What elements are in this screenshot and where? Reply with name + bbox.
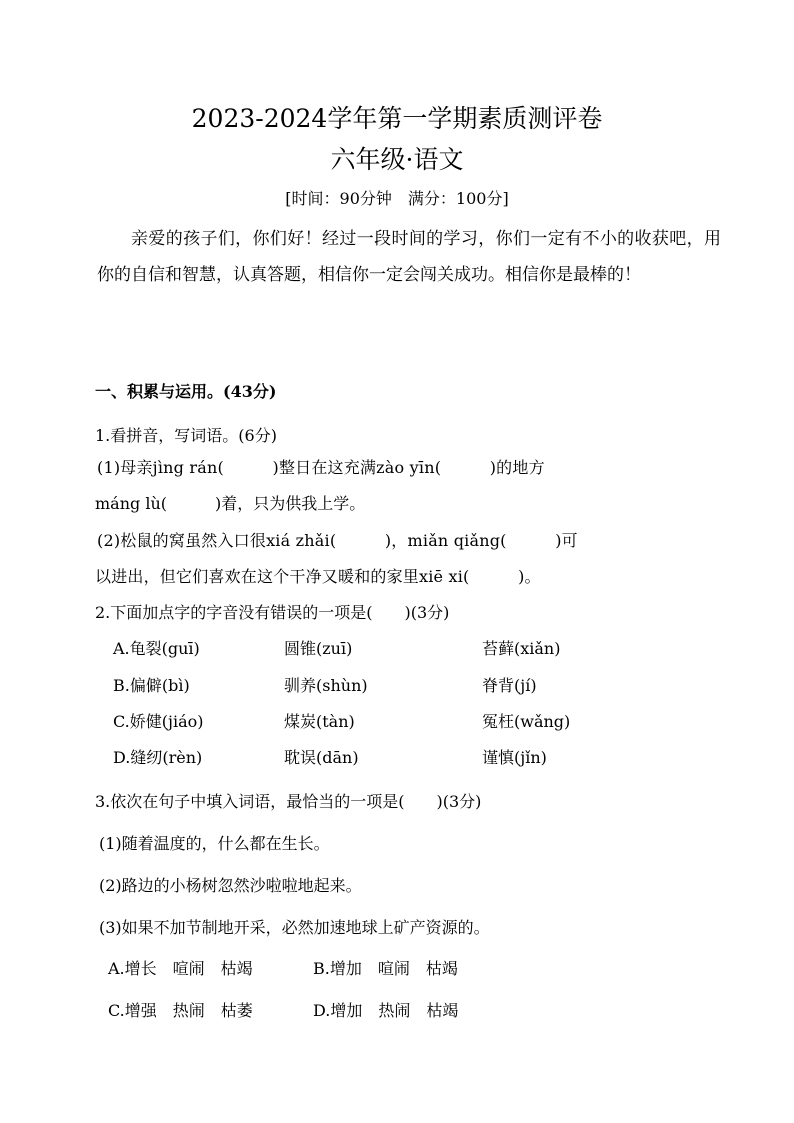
question-2-option-row (0, 710, 794, 734)
intro-paragraph: 亲爱的孩子们，你们好！经过一段时间的学习，你们一定有不小的收获吧，用你的自信和智慧，认真答题，相信你一定会闯关成功。相信你是最棒的！ (97, 229, 721, 285)
question-1-line: 以进出，但它们喜欢在这个干净又暖和的家里xiē xi( )。 (95, 567, 541, 586)
question-1-line: (1)母亲jìng rán( )整日在这充满zào yīn( )的地方 (97, 458, 545, 477)
exam-title: 2023-2024学年第一学期素质测评卷 (191, 104, 603, 133)
section-heading: 一、积累与运用。(43分) (95, 382, 277, 401)
option-b: B.偏僻(bì) (113, 676, 190, 695)
option-c: C.娇健(jiáo) (113, 712, 204, 731)
choice-a: A.增长 喧闹 枯竭 (108, 959, 253, 978)
choice-b: B.增加 喧闹 枯竭 (313, 959, 458, 978)
question-1-line: máng lù( )着，只为供我上学。 (95, 494, 366, 513)
question-3-choice-row (0, 957, 794, 981)
time-info: [时间：90分钟 满分：100分] (285, 189, 509, 208)
choice-c: C.增强 热闹 枯萎 (108, 1001, 253, 1020)
option-a-word-2: 圆锥(zuī) (284, 639, 353, 658)
option-b-word-2: 驯养(shùn) (284, 676, 368, 695)
option-a-word-3: 苔藓(xiǎn) (482, 639, 561, 658)
option-d-word-3: 谨慎(jǐn) (482, 748, 547, 767)
question-2-stem: 2.下面加点字的字音没有错误的一项是( )(3分) (95, 603, 450, 622)
question-1-line: (2)松鼠的窝虽然入口很xiá zhǎi( )，miǎn qiǎng( )可 (97, 531, 578, 550)
option-c-word-3: 冤枉(wǎng) (482, 712, 571, 731)
option-b-word-3: 脊背(jí) (482, 676, 537, 695)
question-2-option-row (0, 746, 794, 770)
option-d-word-2: 耽误(dān) (284, 748, 359, 767)
question-2-option-row (0, 637, 794, 661)
question-3-choice-row (0, 999, 794, 1023)
option-a: A.龟裂(guī) (113, 639, 200, 658)
question-1-stem: 1.看拼音，写词语。(6分) (95, 426, 277, 445)
question-2-option-row (0, 674, 794, 698)
option-c-word-2: 煤炭(tàn) (284, 712, 355, 731)
option-d: D.缝纫(rèn) (113, 748, 203, 767)
question-3-stem: 3.依次在句子中填入词语，最恰当的一项是( )(3分) (95, 792, 482, 811)
exam-subtitle: 六年级·语文 (330, 145, 464, 174)
question-3-sentence: (2)路边的小杨树忽然沙啦啦地起来。 (99, 876, 362, 895)
question-3-sentence: (1)随着温度的，什么都在生长。 (99, 834, 330, 853)
choice-d: D.增加 热闹 枯竭 (313, 1001, 459, 1020)
question-3-sentence: (3)如果不加节制地开采，必然加速地球上矿产资源的。 (99, 918, 490, 937)
